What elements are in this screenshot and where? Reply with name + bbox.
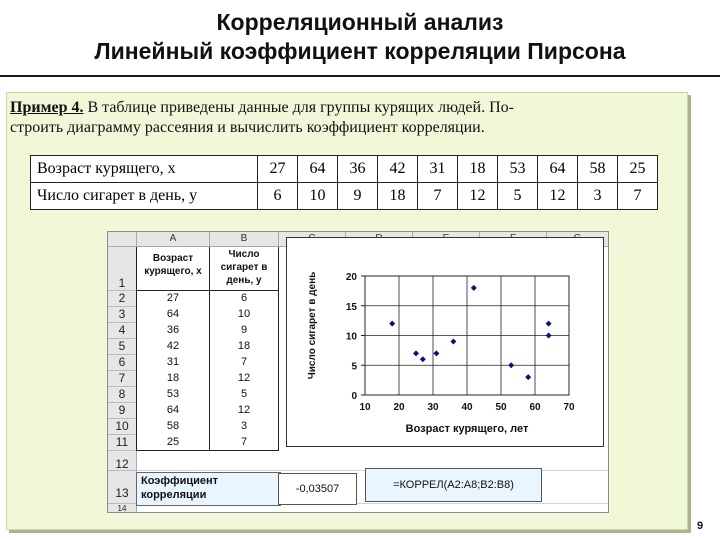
x-tick-label: 20 bbox=[393, 402, 405, 413]
row-label-y: Число сигарет в день, y bbox=[31, 183, 258, 210]
y-tick-label: 15 bbox=[345, 301, 357, 313]
table-cell: 3 bbox=[578, 183, 618, 210]
table-cell: 58 bbox=[578, 156, 618, 183]
corner-header bbox=[108, 232, 137, 247]
table-cell: 12 bbox=[538, 183, 578, 210]
table-cell: 5 bbox=[498, 183, 538, 210]
row-header-1: 1 bbox=[108, 247, 137, 291]
cell-b9: 12 bbox=[237, 404, 251, 416]
cell-a9: 64 bbox=[166, 404, 180, 416]
title-line-2: Линейный коэффициент корреляции Пирсона bbox=[94, 38, 626, 64]
example-label: Пример 4. bbox=[10, 99, 84, 116]
table-cell: 18 bbox=[458, 156, 498, 183]
cell-a6: 31 bbox=[166, 356, 180, 368]
grid-line bbox=[136, 247, 137, 451]
cell-a10: 58 bbox=[166, 420, 180, 432]
x-tick-label: 70 bbox=[563, 402, 575, 413]
row-header-9: 9 bbox=[108, 403, 137, 419]
row-header-10: 10 bbox=[108, 419, 137, 435]
table-cell: 7 bbox=[418, 183, 458, 210]
cell-b3: 10 bbox=[237, 308, 251, 320]
data-table bbox=[30, 155, 658, 210]
table-cell: 10 bbox=[298, 183, 338, 210]
x-tick-label: 50 bbox=[495, 402, 507, 413]
row-header-7: 7 bbox=[108, 371, 137, 387]
spreadsheet-screenshot bbox=[107, 231, 609, 513]
grid-line bbox=[136, 290, 279, 291]
table-cell: 36 bbox=[338, 156, 378, 183]
page-number: 9 bbox=[697, 520, 704, 532]
table-cell: 9 bbox=[338, 183, 378, 210]
cell-a2: 27 bbox=[166, 292, 180, 304]
x-axis-label: Возраст курящего, лет bbox=[405, 423, 529, 435]
cell-b5: 18 bbox=[237, 340, 251, 352]
table-row-x bbox=[31, 156, 658, 183]
table-row-y bbox=[31, 183, 658, 210]
row-header-8: 8 bbox=[108, 387, 137, 403]
row-header-13: 13 bbox=[108, 471, 137, 504]
cell-b10: 3 bbox=[240, 420, 248, 432]
title-line-1: Корреляционный анализ bbox=[216, 9, 504, 35]
slide-title bbox=[0, 8, 720, 66]
y-tick-label: 5 bbox=[351, 361, 357, 373]
grid-line bbox=[136, 450, 279, 451]
header-cell-b: Число сигарет в день, y bbox=[220, 249, 268, 286]
correlation-value: -0,03507 bbox=[278, 473, 357, 505]
table-cell: 25 bbox=[618, 156, 658, 183]
cell-a8: 53 bbox=[166, 388, 180, 400]
table-cell: 31 bbox=[418, 156, 458, 183]
cell-b2: 6 bbox=[240, 292, 248, 304]
table-cell: 53 bbox=[498, 156, 538, 183]
title-divider bbox=[0, 75, 720, 77]
y-tick-label: 0 bbox=[351, 391, 357, 402]
row-header-3: 3 bbox=[108, 307, 137, 323]
cell-b11: 7 bbox=[240, 436, 248, 448]
example-text bbox=[10, 98, 680, 138]
row-header-11: 11 bbox=[108, 435, 137, 451]
row-header-12: 12 bbox=[108, 451, 137, 471]
cell-b8: 5 bbox=[240, 388, 248, 400]
header-cell-a: Возраст курящего, x bbox=[144, 253, 202, 277]
column-header-a: A bbox=[137, 232, 210, 247]
y-tick-label: 10 bbox=[345, 331, 357, 343]
scatter-chart-svg bbox=[287, 238, 603, 446]
table-cell: 42 bbox=[378, 156, 418, 183]
table-cell: 7 bbox=[618, 183, 658, 210]
row-header-2: 2 bbox=[108, 291, 137, 307]
x-tick-label: 40 bbox=[461, 402, 473, 413]
row-header-14: 14 bbox=[108, 504, 137, 513]
grid-line bbox=[209, 247, 210, 451]
example-line-2: строить диаграмму рассеяния и вычислить коэффициент корреляции. bbox=[10, 119, 485, 136]
row-header-5: 5 bbox=[108, 339, 137, 355]
x-tick-label: 10 bbox=[359, 402, 371, 413]
cell-b7: 12 bbox=[237, 372, 251, 384]
cell-a11: 25 bbox=[166, 436, 180, 448]
table-cell: 18 bbox=[378, 183, 418, 210]
cell-b6: 7 bbox=[240, 356, 248, 368]
column-header-b: B bbox=[210, 232, 279, 247]
cell-a5: 42 bbox=[166, 340, 180, 352]
scatter-chart bbox=[286, 237, 604, 447]
cell-b4: 9 bbox=[240, 324, 248, 336]
grid-line bbox=[278, 247, 279, 451]
example-line-1: В таблице приведены данные для группы курящих людей. По- bbox=[87, 99, 514, 116]
correlation-label: Коэффициент корреляции bbox=[136, 472, 281, 506]
cell-a4: 36 bbox=[166, 324, 180, 336]
x-tick-label: 30 bbox=[427, 402, 439, 413]
table-cell: 6 bbox=[258, 183, 298, 210]
table-cell: 27 bbox=[258, 156, 298, 183]
cell-a7: 18 bbox=[166, 372, 180, 384]
row-header-4: 4 bbox=[108, 323, 137, 339]
correlation-formula: =КОРРЕЛ(A2:A8;B2:B8) bbox=[365, 468, 542, 502]
row-header-6: 6 bbox=[108, 355, 137, 371]
row-label-x: Возраст курящего, x bbox=[31, 156, 258, 183]
cell-a3: 64 bbox=[166, 308, 180, 320]
y-tick-label: 20 bbox=[345, 272, 357, 283]
table-cell: 64 bbox=[298, 156, 338, 183]
x-tick-label: 60 bbox=[529, 402, 541, 413]
table-cell: 12 bbox=[458, 183, 498, 210]
table-cell: 64 bbox=[538, 156, 578, 183]
y-axis-label: Число сигарет в день bbox=[307, 271, 318, 380]
